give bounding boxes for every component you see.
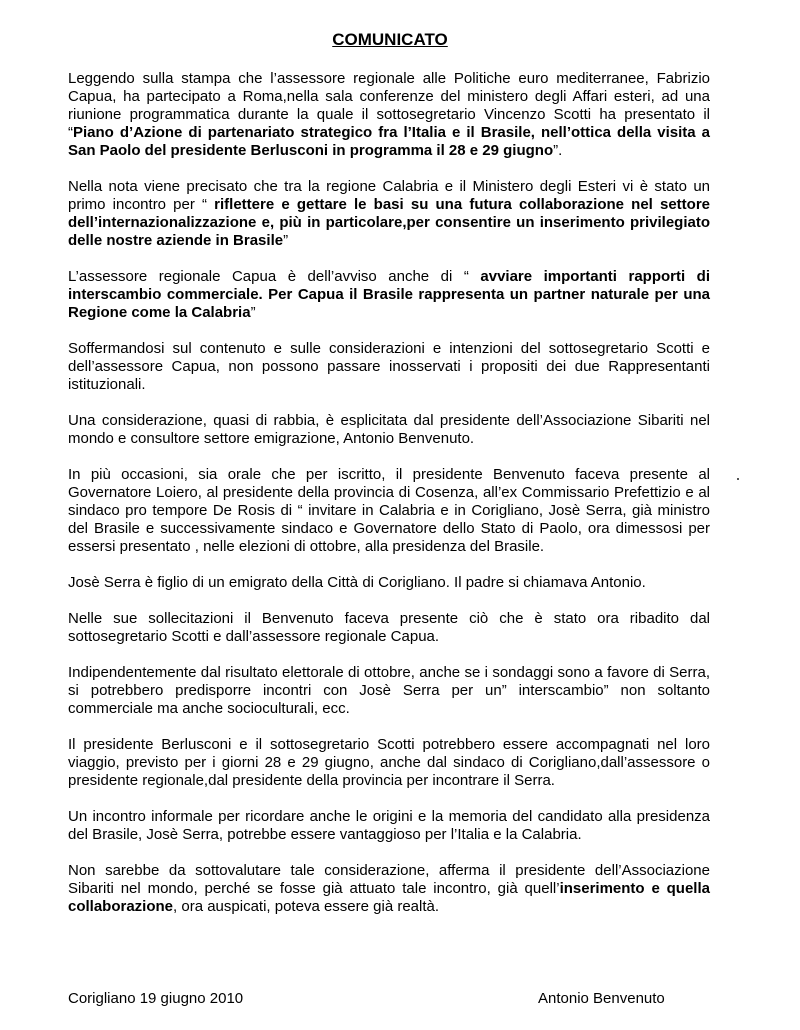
paragraph bbox=[68, 268, 710, 322]
bold-text-run: riflettere e gettare le basi su una futura collaborazione nel settore dell’internazionalizzazione e, più in particolare,per consentire un inserimento privilegiato delle nostre aziende in Brasile bbox=[68, 196, 710, 249]
text-run: Soffermandosi sul contenuto e sulle considerazioni e intenzioni del sottosegretario Scotti e dell’assessore Capua, non possono passare inosservati i propositi dei due Rappresentanti istituzionali. bbox=[68, 340, 710, 393]
text-run: Nella nota viene precisato che tra la regione Calabria e il Ministero degli Esteri vi è stato un primo incontro per “ bbox=[68, 178, 710, 213]
bold-text-run: Piano d’Azione di partenariato strategico fra l’Italia e il Brasile, nell’ottica della visita a San Paolo del presidente Berlusconi in programma il 28 e 29 giugno bbox=[68, 124, 710, 159]
paragraph bbox=[68, 340, 710, 394]
text-run: Nelle sue sollecitazioni il Benvenuto faceva presente ciò che è stato ora ribadito dal sottosegretario Scotti e dall’assessore regionale Capua. bbox=[68, 610, 710, 645]
paragraph bbox=[68, 664, 710, 718]
document-title: COMUNICATO bbox=[332, 30, 448, 49]
text-run: ”. bbox=[553, 142, 563, 159]
author-name: Antonio Benvenuto bbox=[538, 990, 665, 1007]
text-run: Josè Serra è figlio di un emigrato della Città di Corigliano. Il padre si chiamava Antonio. bbox=[68, 574, 646, 591]
paragraph bbox=[68, 178, 710, 250]
text-run: In più occasioni, sia orale che per iscritto, il presidente Benvenuto faceva presente al Governatore Loiero, al presidente della provincia di Cosenza, all’ex Commissario Prefettizio e al sindaco pro tempore De Rosis di “ invitare in Calabria e in Corigliano, Josè Serra, già ministro del Brasile e successivamente sindaco e Governatore dello Stato di Paolo, ora dimessosi per essersi presentato , nelle elezioni di ottobre, alla presidenza del Brasile. bbox=[68, 466, 710, 555]
text-run: Un incontro informale per ricordare anche le origini e la memoria del candidato alla presidenza del Brasile, Josè Serra, potrebbe essere vantaggioso per l’Italia e la Calabria. bbox=[68, 808, 710, 843]
text-run: L’assessore regionale Capua è dell’avviso anche di “ bbox=[68, 268, 481, 285]
text-run: Il presidente Berlusconi e il sottosegretario Scotti potrebbero essere accompagnati nel loro viaggio, previsto per i giorni 28 e 29 giugno, anche dal sindaco di Corigliano,dall’assessore o presidente regionale,dal presidente della provincia per incontrare il Serra. bbox=[68, 736, 710, 789]
paragraph bbox=[68, 808, 710, 844]
stray-mark bbox=[737, 478, 739, 480]
text-run: ” bbox=[283, 232, 289, 249]
bold-text-run: avviare importanti rapporti di interscambio commerciale. Per Capua il Brasile rappresenta un partner naturale per una Regione come la Calabria bbox=[68, 268, 710, 321]
text-run: Indipendentemente dal risultato elettorale di ottobre, anche se i sondaggi sono a favore di Serra, si potrebbero predisporre incontri con Josè Serra per un” interscambio” non soltanto commerciale ma anche socioculturali, ecc. bbox=[68, 664, 710, 717]
signature-row bbox=[68, 990, 710, 1010]
text-run: Non sarebbe da sottovalutare tale considerazione, afferma il presidente dell’Associazione Sibariti nel mondo, perché se fosse già attuato tale incontro, già quell’ bbox=[68, 862, 710, 897]
document-body bbox=[68, 70, 710, 934]
paragraph bbox=[68, 466, 710, 556]
bold-text-run: inserimento e quella collaborazione bbox=[68, 880, 710, 915]
paragraph bbox=[68, 574, 710, 592]
paragraph bbox=[68, 862, 710, 916]
paragraph bbox=[68, 412, 710, 448]
paragraph bbox=[68, 736, 710, 790]
text-run: Leggendo sulla stampa che l’assessore regionale alle Politiche euro mediterranee, Fabrizio Capua, ha partecipato a Roma,nella sala conferenze del ministero degli Affari esteri, ad una riunione programmatica durante la quale il sottosegretario Vincenzo Scotti ha presentato il “ bbox=[68, 70, 710, 141]
text-run: Una considerazione, quasi di rabbia, è esplicitata dal presidente dell’Associazione Sibariti nel mondo e consultore settore emigrazione, Antonio Benvenuto. bbox=[68, 412, 710, 447]
text-run: ” bbox=[250, 304, 256, 321]
place-date: Corigliano 19 giugno 2010 bbox=[68, 990, 244, 1007]
paragraph bbox=[68, 70, 710, 160]
paragraph bbox=[68, 610, 710, 646]
text-run: , ora auspicati, poteva essere già realtà. bbox=[173, 898, 440, 915]
